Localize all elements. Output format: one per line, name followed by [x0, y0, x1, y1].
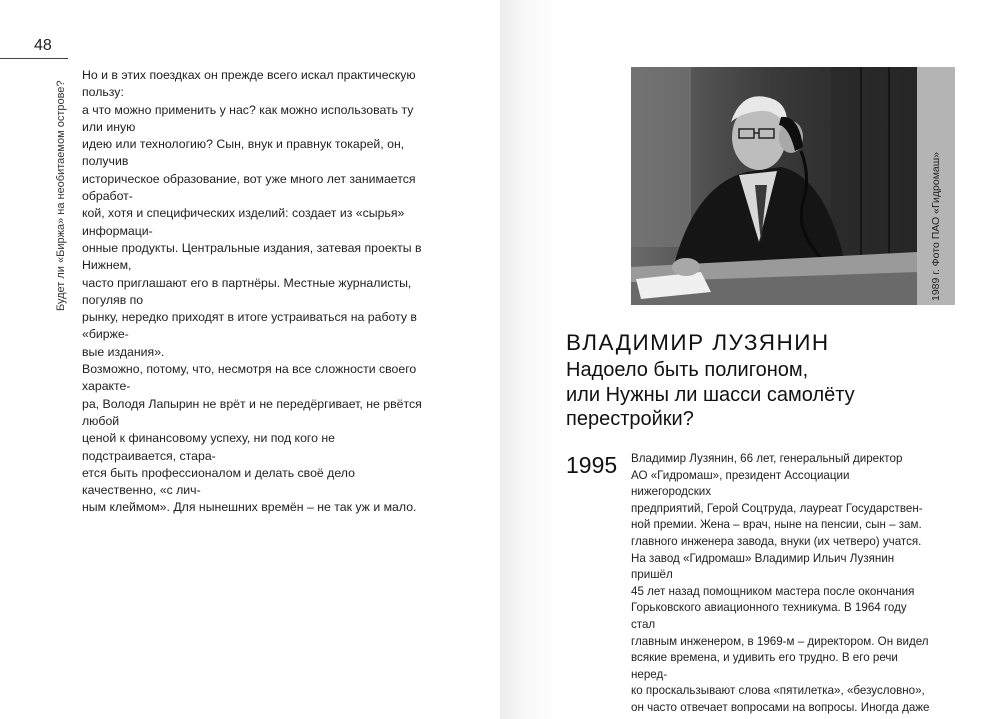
title-line: перестройки? — [566, 408, 694, 430]
body-line: вые издания». — [82, 344, 165, 359]
body-line: Возможно, потому, что, несмотря на все сложности своего характе- — [82, 362, 417, 394]
portrait-photo — [631, 67, 917, 305]
left-body-text — [82, 67, 432, 517]
body-line: идею или технологию? Сын, внук и правнук токарей, он, получив — [82, 137, 405, 169]
body-line: кой, хотя и специфических изделий: создает из «сырья» информаци- — [82, 206, 405, 238]
intro-line: ной премии. Жена – врач, ныне на пенсии, сын – зам. — [631, 518, 922, 532]
body-line: ценой к финансовому успеху, ни под кого не подстраивается, стара- — [82, 431, 336, 463]
intro-line: предприятий, Герой Соцтруда, лауреат Государствен- — [631, 501, 923, 515]
body-line: ра, Володя Лапырин не врёт и не передёргивает, не рвётся любой — [82, 396, 422, 428]
photo-caption: 1989 г. Фото ПАО «Гидромаш» — [930, 151, 942, 301]
portrait-photo-drawing — [631, 67, 917, 305]
intro-text — [631, 451, 931, 717]
body-line: часто приглашают его в партнёры. Местные журналисты, погуляв по — [82, 275, 412, 307]
intro-line: Горьковского авиационного техникума. В 1964 году стал — [631, 601, 907, 631]
running-head: Будет ли «Биржа» на необитаемом острове? — [55, 80, 67, 311]
article-title — [566, 358, 946, 432]
body-line: а что можно применить у нас? как можно использовать ту или иную — [82, 102, 414, 134]
page-number: 48 — [34, 37, 52, 54]
intro-line: главного инженера завода, внуки (их четверо) учатся. — [631, 534, 922, 548]
body-line: ным клеймом». Для нынешних времён – не так уж и мало. — [82, 500, 417, 515]
intro-line: АО «Гидромаш», президент Ассоциации нижегородских — [631, 468, 850, 499]
page-number-rule — [0, 58, 68, 59]
body-line: онные продукты. Центральные издания, затевая проекты в Нижнем, — [82, 240, 422, 273]
body-line: рынку, нередко приходят в итоге устраиваться на работу в «бирже- — [82, 310, 417, 342]
body-line: ется быть профессионалом и делать своё дело качественно, «с лич- — [82, 465, 355, 498]
body-line: историческое образование, вот уже много лет занимается обработ- — [82, 171, 416, 204]
title-line: Надоело быть полигоном, — [566, 359, 809, 381]
intro-line: ко проскальзывают слова «пятилетка», «безусловно», — [631, 684, 925, 698]
body-line: Но и в этих поездках он прежде всего искал практическую пользу: — [82, 68, 416, 100]
intro-line: всякие времена, и удивить его трудно. В его речи неред- — [631, 651, 898, 681]
author-name: ВЛАДИМИР ЛУЗЯНИН — [566, 330, 830, 355]
year-label: 1995 — [566, 452, 618, 478]
intro-line: 45 лет назад помощником мастера после окончания — [631, 584, 915, 598]
intro-line: главным инженером, в 1969-м – директором. Он видел — [631, 634, 929, 648]
intro-line: На завод «Гидромаш» Владимир Ильич Лузянин пришёл — [631, 551, 895, 582]
title-line: или Нужны ли шасси самолёту — [566, 383, 855, 406]
intro-line: он часто отвечает вопросами на вопросы. Иногда даже — [631, 700, 930, 714]
intro-line: Владимир Лузянин, 66 лет, генеральный директор — [631, 452, 903, 465]
